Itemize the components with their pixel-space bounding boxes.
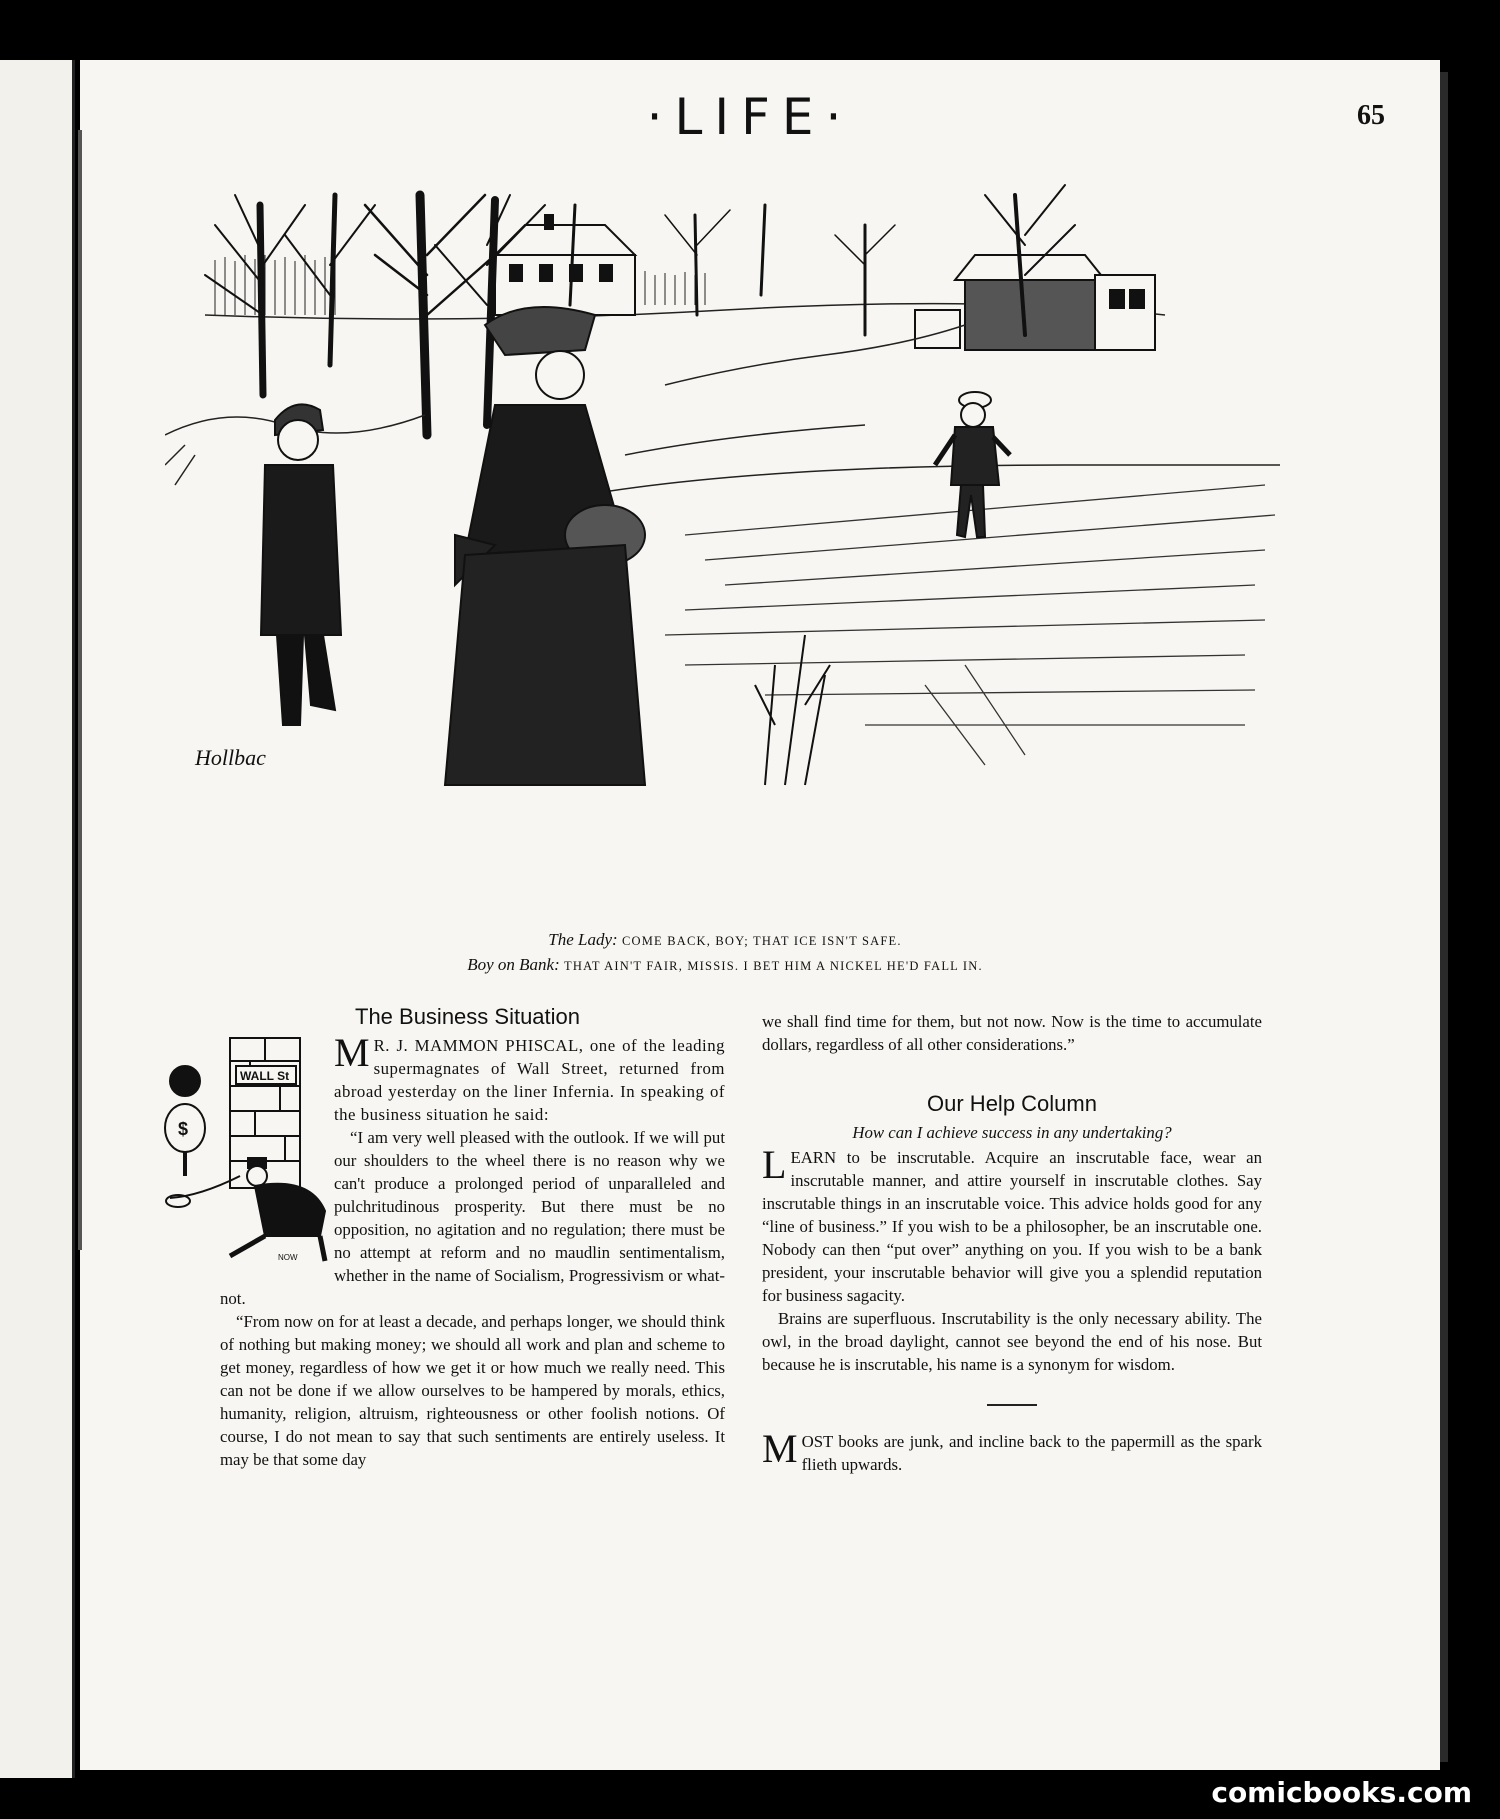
caption-text-boy: THAT AIN'T FAIR, MISSIS. I BET HIM A NICKEL HE'D FALL IN. xyxy=(564,959,983,973)
help-column-title: Our Help Column xyxy=(927,1091,1097,1116)
money-bag-label: $ xyxy=(178,1119,189,1139)
books-paragraph: MOST books are junk, and incline back to the papermill as the spark flieth upwards. xyxy=(762,1426,1262,1474)
watermark: comicbooks.com xyxy=(1211,1776,1472,1809)
caption-speaker-lady: The Lady: xyxy=(548,930,618,949)
section-divider xyxy=(987,1404,1037,1406)
business-paragraph-3: “From now on for at least a decade, and perhaps longer, we should think of nothing but making money; we should all work and plan and scheme to get money, regardless of how we get it or how much we really need. This can not be done if we allow ourselves to be hampered by morals, ethics, humanity, religion, altruism, righteousness or other foolish notions. Of course, I do not mean to say that such sentiments are entirely useless. It may be that some day xyxy=(220,1312,725,1469)
artist-signature: Hollbac xyxy=(195,745,266,770)
help-question: How can I achieve success in any undertaking? xyxy=(852,1123,1172,1142)
business-drop-cap: M xyxy=(334,1030,370,1075)
article-business-situation xyxy=(178,1004,725,1471)
wall-street-cartoon xyxy=(160,1036,328,1266)
books-drop-cap: M xyxy=(762,1426,798,1471)
help-paragraph-1: LEARN to be inscrutable. Acquire an inscrutable face, wear an inscrutable manner, and attire yourself in inscrutable clothes. Say inscrutable things in an inscrutable voice. This advice holds good for any “line of business.” If you wish to be a philosopher, be an inscrutable one. Nobody can then “put over” anything on you. If you wish to be a bank president, your inscrutable behavior will give you a splendid reputation for business sagacity. xyxy=(762,1142,1262,1305)
spine-line xyxy=(78,130,82,1250)
illustration xyxy=(165,165,1280,915)
caption-line-1 xyxy=(150,928,1300,953)
caption-speaker-boy: Boy on Bank: xyxy=(467,955,560,974)
business-paragraph-2: “I am very well pleased with the outlook. If we will put our shoulders to the wheel there is no reason why we can't produce a prolonged period of unparalleled and pulchritudinous prosperity. But there must be no opposition, no agitation and no regulation; there must be no attempt at reform and no maudlin sentimentalism, whether in the name of Socialism, Progressivism or what-not. xyxy=(220,1128,725,1308)
right-column xyxy=(762,1010,1262,1476)
facing-page-edge xyxy=(0,60,75,1778)
business-paragraph-1: M R. J. MAMMON PHISCAL, one of the leading supermagnates of Wall Street, returned from abroad yesterday on the liner Infernia. In speaking of the business situation he said: xyxy=(334,1030,725,1124)
caption-text-lady: COME BACK, BOY; THAT ICE ISN'T SAFE. xyxy=(621,934,902,948)
masthead: ·LIFE· xyxy=(646,88,854,146)
illustration-caption xyxy=(150,928,1300,978)
now-label: NOW xyxy=(278,1253,298,1262)
caption-line-2 xyxy=(150,953,1300,978)
help-drop-cap: L xyxy=(762,1142,787,1187)
page-number: 65 xyxy=(1357,100,1385,131)
help-paragraph-2: Brains are superfluous. Inscrutability is the only necessary ability. The owl, in the broad daylight, cannot see beyond the end of his nose. But because he is inscrutable, his name is a synonym for wisdom. xyxy=(762,1309,1262,1374)
business-title: The Business Situation xyxy=(355,1004,581,1029)
page-shadow-edge xyxy=(1440,72,1448,1762)
business-paragraph-3-continued: we shall find time for them, but not now. Now is the time to accumulate dollars, regardless of all other considerations.” xyxy=(762,1012,1262,1054)
wall-street-sign: WALL St xyxy=(240,1069,290,1083)
